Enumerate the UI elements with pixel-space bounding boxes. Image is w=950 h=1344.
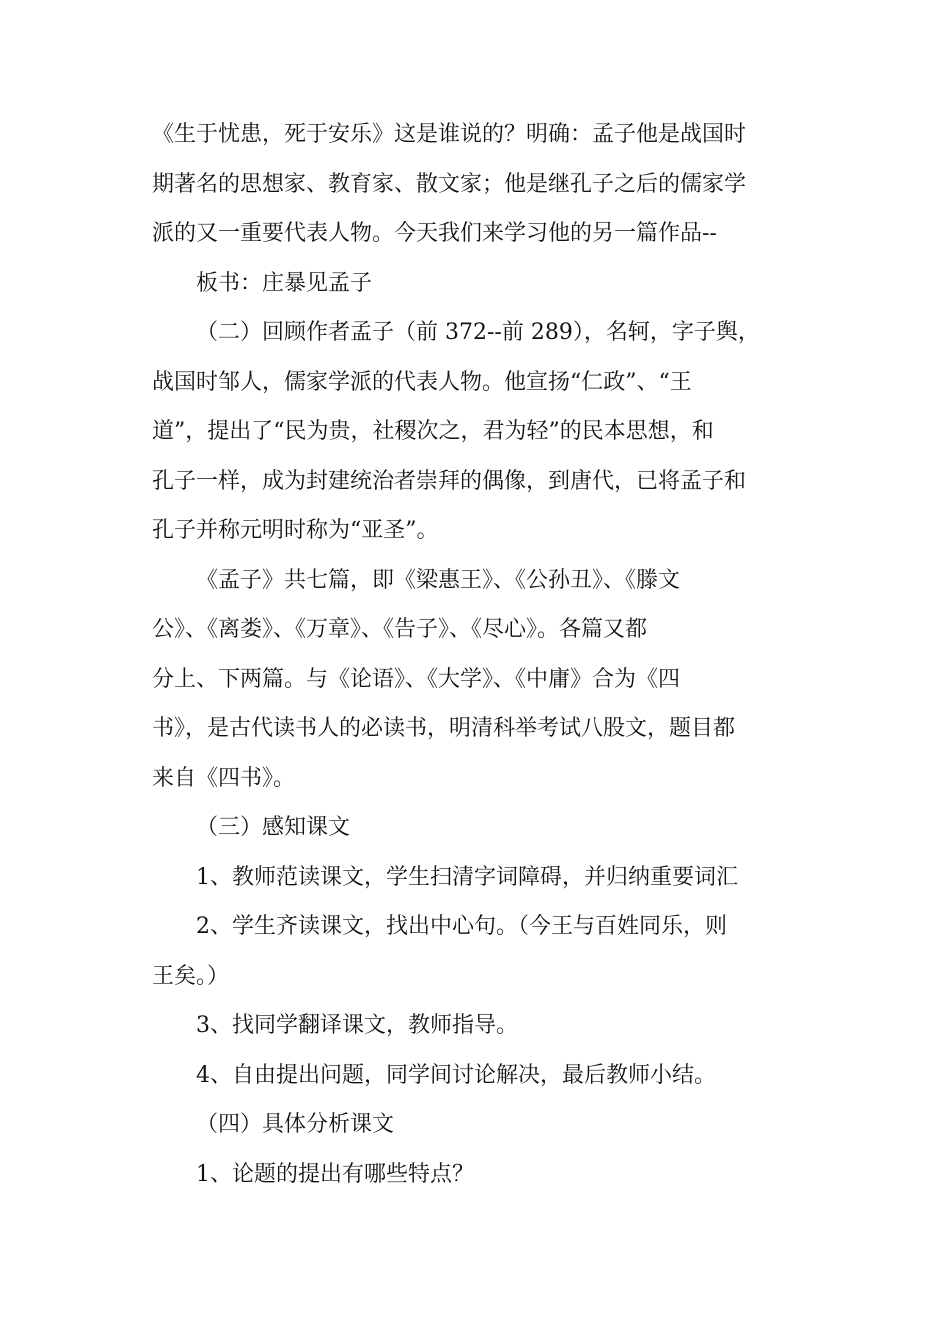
list-item-analysis-1: [152, 1150, 792, 1200]
text-line: 板书：庄暴见孟子: [196, 270, 373, 296]
list-item-2: [152, 902, 792, 1001]
text-line: （三）感知课文: [196, 815, 351, 840]
text-line: 《生于忧患，死于安乐》这是谁说的？明确：孟子他是战国时: [152, 122, 747, 147]
list-item-4: [152, 1051, 792, 1101]
text-line: 1、教师范读课文，学生扫清字词障碍，并归纳重要词汇: [196, 864, 738, 890]
paragraph-author-review: [152, 308, 792, 556]
text-line: 《孟子》共七篇，即《梁惠王》、《公孙丑》、《滕文: [196, 567, 681, 593]
text-line: 战国时邹人，儒家学派的代表人物。他宣扬“仁政”、“王: [152, 369, 692, 395]
text-line: 分上、下两篇。与《论语》、《大学》、《中庸》合为《四: [152, 666, 681, 692]
text-line: 1、论题的提出有哪些特点？: [196, 1161, 474, 1187]
text-line: 派的又一重要代表人物。今天我们来学习他的另一篇作品--: [152, 221, 717, 246]
paragraph-board-title: [152, 259, 792, 309]
text-line: 3、找同学翻译课文，教师指导。: [196, 1013, 518, 1038]
text-line: （四）具体分析课文: [196, 1112, 395, 1137]
list-item-3: [152, 1001, 792, 1051]
section-heading-perceive: [152, 803, 792, 853]
text-line: 公》、《离娄》、《万章》、《告子》、《尽心》。各篇又都: [152, 617, 648, 642]
text-line: 期著名的思想家、教育家、散文家；他是继孔子之后的儒家学: [152, 171, 747, 197]
section-heading-analysis: [152, 1100, 792, 1150]
text-line: 书》，是古代读书人的必读书，明清科举考试八股文，题目都: [152, 716, 736, 741]
text-line: 孔子并称元明时称为“亚圣”。: [152, 518, 439, 543]
document-body: [152, 110, 792, 1199]
text-line: （二）回顾作者孟子（前 372--前 289），名轲，字子舆，: [196, 320, 760, 345]
list-item-1: [152, 853, 792, 903]
paragraph-mencius-books: [152, 556, 792, 804]
text-line: 王矣。）: [152, 963, 230, 989]
text-line: 2、学生齐读课文，找出中心句。（今王与百姓同乐，则: [196, 914, 727, 939]
text-line: 4、自由提出问题，同学间讨论解决，最后教师小结。: [196, 1062, 716, 1088]
paragraph-intro: [152, 110, 792, 259]
text-line: 道”，提出了“民为贵，社稷次之，君为轻”的民本思想，和: [152, 419, 714, 444]
text-line: 孔子一样，成为封建统治者崇拜的偶像，到唐代，已将孟子和: [152, 468, 747, 494]
text-line: 来自《四书》。: [152, 765, 296, 791]
